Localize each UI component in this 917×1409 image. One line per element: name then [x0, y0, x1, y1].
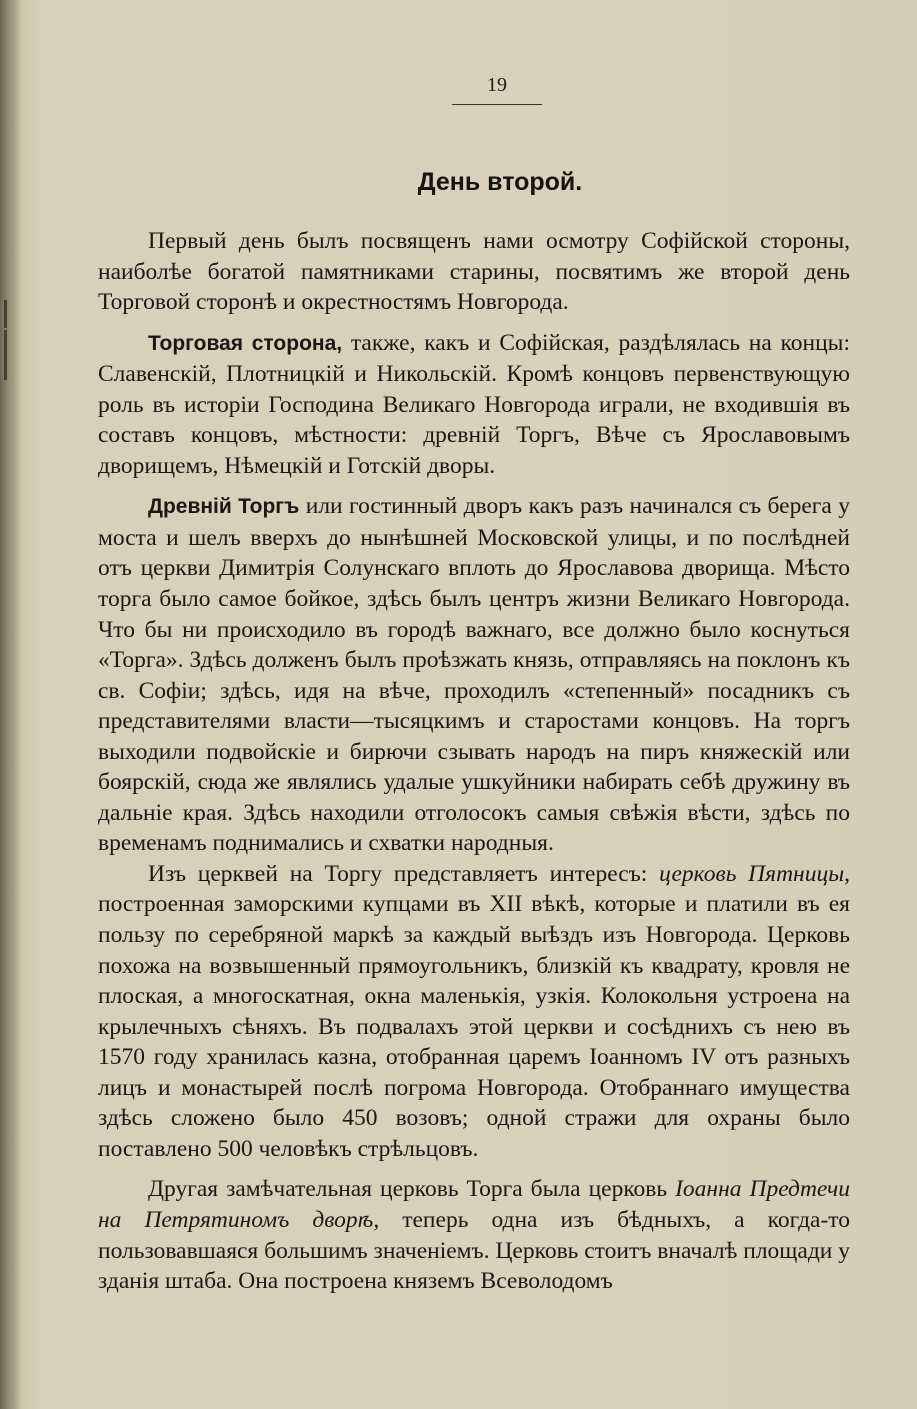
paragraph-text: , построенная заморскими купцами въ XII вѣкѣ, которые и платили въ ея пользу по серебряной маркѣ за каждый выѣздъ изъ Новгорода. Церковь похожа на возвышенный прямоугольникъ, близкій къ квадрату, кровля не плоская, а многоскатная, окна маленькія, узкія. Колокольня устроена на крылечныхъ сѣняхъ. Въ подвалахъ этой церкви и сосѣднихъ съ нею въ 1570 году хранилась казна, отобранная царемъ Іоанномъ IV отъ разныхъ лицъ и монастырей послѣ погрома Новгорода. Отобраннаго имущества здѣсь сложено было 450 возовъ; одной стражи для охраны было поставлено 500 человѣкъ стрѣльцовъ.: [98, 860, 850, 1162]
paragraph: [98, 328, 850, 482]
paragraph-text: Первый день былъ посвященъ нами осмотру Софійской стороны, наиболѣе богатой памятниками старины, посвятимъ же второй день Торговой сторонѣ и окрестностямъ Новгорода.: [98, 228, 850, 316]
paragraph: [98, 491, 850, 859]
binding-gutter-shadow: [0, 0, 22, 1409]
italic-term: Іоанна Предтечи на Петрятиномъ дворѣ: [98, 1176, 850, 1233]
paragraph-text: или гостинный дворъ какъ разъ начинался съ берега у моста и шелъ вверхъ до нынѣшней Московской улицы, и по послѣдней отъ церкви Димитрія Солунскаго вплоть до Ярославова дворища. Мѣсто торга было самое бойкое, здѣсь былъ центръ жизни Великаго Новгорода. Что бы ни происходило въ городѣ важнаго, все должно было коснуться «Торга». Здѣсь долженъ былъ проѣзжать князь, отправляясь на поклонъ къ св. Софіи; здѣсь, идя на вѣче, проходилъ «степенный» посадникъ съ представителями власти—тысяцкимъ и старостами концовъ. На торгъ выходили подвойскіе и бирючи сзывать народъ на пиръ княжескій или боярскій, сюда же являлись удалые ушкуйники набирать себѣ дружину въ дальніе края. Здѣсь находили отголосокъ самыя свѣжія вѣсти, здѣсь по временамъ поднимались и схватки народныя.: [98, 493, 850, 857]
paragraph: [98, 1174, 850, 1296]
paragraph-text: Изъ церквей на Торгу представляетъ интересъ:: [148, 860, 660, 887]
gutter-mark: [4, 330, 7, 380]
page-number-rule: [452, 104, 542, 105]
bold-term: Древній Торгъ: [148, 495, 300, 519]
paragraph-text: Другая замѣчательная церковь Торга была церковь: [148, 1176, 676, 1203]
body-text: [98, 226, 850, 1297]
paragraph: [98, 226, 850, 318]
italic-term: церковь Пятницы: [659, 860, 845, 887]
page-number: 19: [487, 74, 507, 96]
paragraph-text: , теперь одна изъ бѣдныхъ, а когда-то пользовавшаяся большимъ значеніемъ. Церковь стоитъ вначалѣ площади у зданія штаба. Она построена княземъ Всеволодомъ: [98, 1206, 850, 1295]
paragraph: [98, 859, 850, 1164]
gutter-mark: [4, 300, 7, 328]
chapter-heading: День второй.: [417, 168, 583, 196]
paragraph-text: также, какъ и Софійская, раздѣлялась на концы: Славенскій, Плотницкій и Никольскій. Кромѣ концовъ первенствующую роль въ исторіи Господина Великаго Новгорода играли, не входившія въ составъ концовъ, мѣстности: древній Торгъ, Вѣче съ Ярославовымъ дворищемъ, Нѣмецкій и Готскій дворы.: [98, 329, 851, 479]
bold-term: Торговая сторона,: [148, 331, 343, 355]
